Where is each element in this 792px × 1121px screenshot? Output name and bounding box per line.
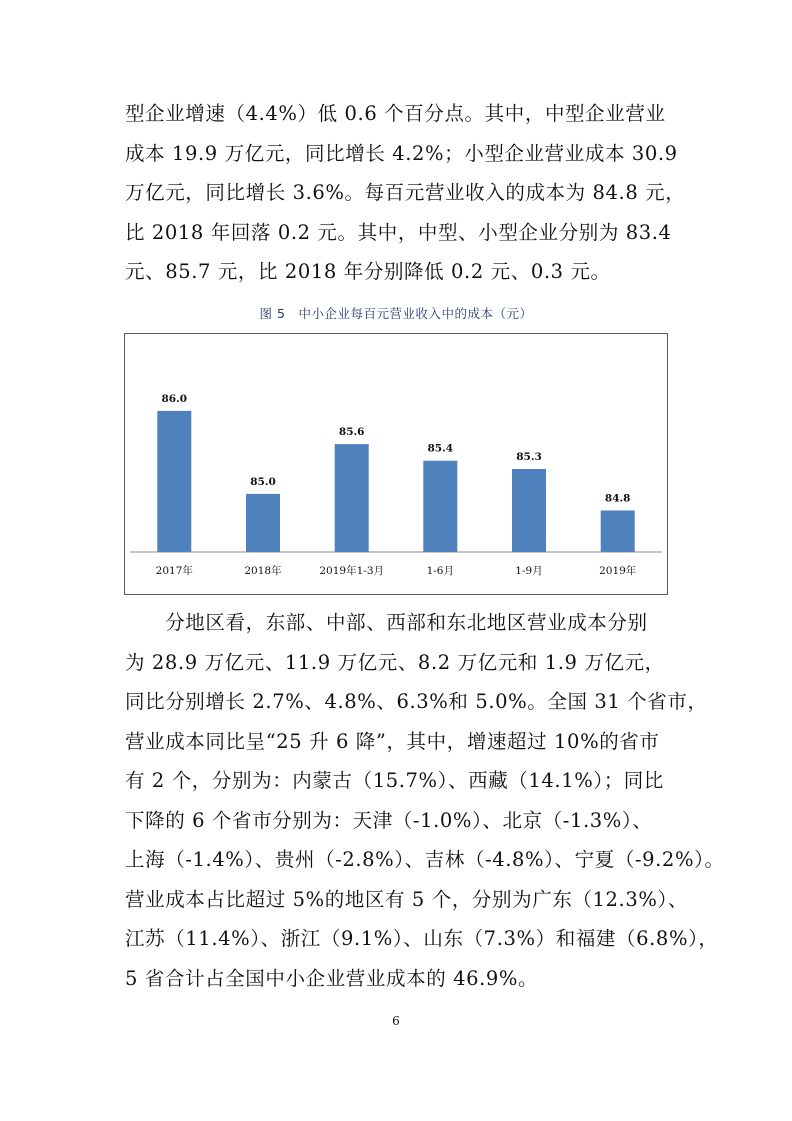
- bar-value-label: 85.6: [338, 426, 365, 439]
- bar-chart-frame: [124, 333, 668, 595]
- text-line: 万亿元，同比增长 3.6%。每百元营业收入的成本为 84.8 元，: [125, 181, 686, 204]
- bar-chart: [125, 334, 667, 594]
- x-tick-label: 1-9月: [515, 565, 543, 577]
- text-line: 营业成本同比呈“25 升 6 降”，其中，增速超过 10%的省市: [125, 729, 660, 753]
- page-number: 6: [392, 1014, 400, 1028]
- text-line: 江苏（11.4%）、浙江（9.1%）、山东（7.3%）和福建（6.8%），: [125, 927, 719, 950]
- bar-0: [157, 411, 191, 552]
- bar-value-label: 84.8: [604, 492, 631, 505]
- text-line: 5 省合计占全国中小企业营业成本的 46.9%。: [125, 966, 539, 990]
- x-tick-label: 2017年: [155, 565, 193, 577]
- text-line: 分地区看，东部、中部、西部和东北地区营业成本分别: [125, 611, 648, 634]
- x-tick-label: 1-6月: [426, 565, 455, 577]
- bar-value-label: 85.4: [427, 442, 454, 455]
- text-line: 为 28.9 万亿元、11.9 万亿元、8.2 万亿元和 1.9 万亿元，: [125, 650, 665, 674]
- x-tick-label: 2019年: [599, 565, 637, 577]
- text-line: 元、85.7 元，比 2018 年分别降低 0.2 元、0.3 元。: [125, 260, 611, 283]
- text-line: 上海（-1.4%）、贵州（-2.8%）、吉林（-4.8%）、宁夏（-9.2%）。: [125, 848, 725, 871]
- text-line: 有 2 个，分别为：内蒙古（15.7%）、西藏（14.1%）；同比: [125, 769, 664, 792]
- text-line: 比 2018 年回落 0.2 元。其中，中型、小型企业分别为 83.4: [125, 220, 672, 244]
- paragraph-2: [125, 603, 725, 998]
- x-tick-label: 2018年: [244, 565, 282, 577]
- paragraph-1: [125, 94, 686, 292]
- bar-2: [335, 444, 369, 552]
- text-line: 同比分别增长 2.7%、4.8%、6.3%和 5.0%。全国 31 个省市，: [125, 690, 708, 713]
- bar-value-label: 86.0: [161, 392, 188, 405]
- bar-3: [423, 461, 457, 552]
- x-tick-label: 2019年1-3月: [319, 565, 385, 577]
- bar-5: [601, 511, 635, 553]
- bar-1: [246, 494, 280, 552]
- figure-caption: 图 5 中小企业每百元营业收入中的成本（元）: [259, 306, 533, 321]
- bar-4: [512, 469, 546, 552]
- text-line: 成本 19.9 万亿元，同比增长 4.2%；小型企业营业成本 30.9: [125, 141, 678, 165]
- text-line: 营业成本占比超过 5%的地区有 5 个，分别为广东（12.3%）、: [125, 887, 688, 911]
- bar-value-label: 85.0: [250, 475, 276, 488]
- text-line: 型企业增速（4.4%）低 0.6 个百分点。其中，中型企业营业: [125, 102, 666, 125]
- text-line: 下降的 6 个省市分别为：天津（-1.0%）、北京（-1.3%）、: [125, 808, 653, 832]
- bar-value-label: 85.3: [516, 451, 542, 463]
